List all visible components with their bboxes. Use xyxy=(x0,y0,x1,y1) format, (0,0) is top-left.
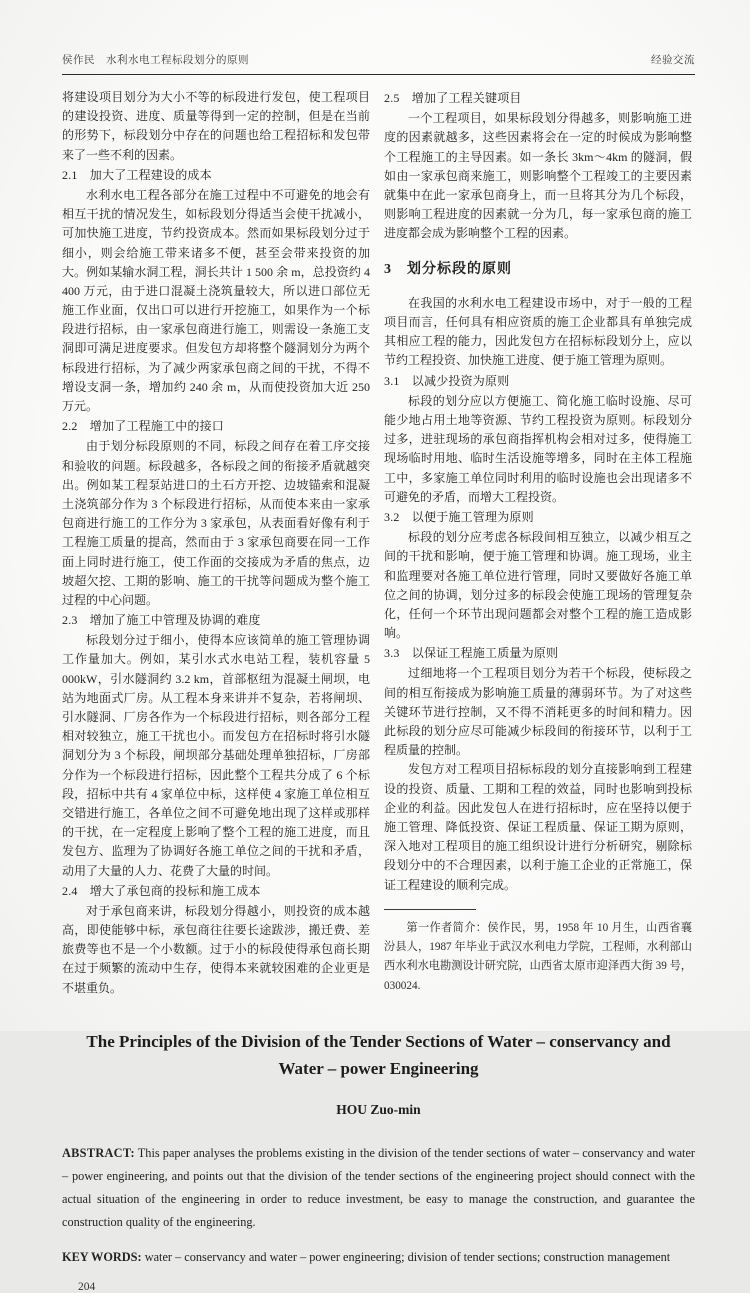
keywords-label: KEY WORDS: xyxy=(62,1249,142,1264)
author-bio: 第一作者简介：侯作民，男，1958 年 10 月生，山西省襄汾县人，1987 年毕业于武汉水利电力学院，工程师，水利部山西水利水电勘测设计研究院，山西省太原市迎泽西大街 39 号，030024. xyxy=(384,921,692,992)
paragraph-3-3: 过细地将一个工程项目划分为若干个标段，使标段之间的相互衔接成为影响施工质量的薄弱环节。为了对这些关键环节进行控制，又不得不消耗更多的时间和精力。因此标段的划分应尽可能减少标段间的衔接环节，以利于工程质量的控制。 xyxy=(384,666,692,758)
running-head-right: 经验交流 xyxy=(651,55,695,66)
abstract-paragraph xyxy=(62,1142,695,1233)
running-head xyxy=(62,52,695,75)
section-heading-3: 3 划分标段的原则 xyxy=(384,261,512,277)
paragraph-2-1: 水利水电工程各部分在施工过程中不可避免的地会有相互干扰的情况发生，如标段划分得适当会使干扰减小，可加快施工进度，节约投资成本。然而如果标段划分过于细小，则会给施工带来诸多不便，甚至会带来投资的加大。例如某输水洞工程，洞长共计 1 500 余 m，总投资约 4 400 万元，由于进口混凝土浇筑量较大，所以进口部位无施工作业面，仅出口可以进行开挖施工，如果作为一个标段进行招标，由一家承包商进行施工，则需设一条施工支洞即可满足进度要求。但发包方却将整个隧洞划分为两个标段进行招标，为了减少两家承包商之间的干扰，不得不增设支洞一条，增加约 240 余 m，从而使投资加大近 250 万元。 xyxy=(62,187,370,413)
paragraph-intro-continuation: 将建设项目划分为大小不等的标段进行发包，使工程项目的建设投资、进度、质量等得到一定的控制，但是在当前的形势下，标段划分中存在的问题也给工程招标和发包带来了一些不利的因素。 xyxy=(62,90,370,162)
english-title: The Principles of the Division of the Tender Sections of Water – conservancy and Water – power Engineering xyxy=(86,1031,671,1078)
paragraph-3-1: 标段的划分应以方便施工、简化施工临时设施、尽可能少地占用土地等资源、节约工程投资为原则。标段划分过多，进驻现场的承包商指挥机构会相对过多，使得施工现场临时用地、临时生活设施等增多，同时在主体工程施工中，多家施工单位同时利用的临时设施也会出现诸多不可避免的矛盾，而增大工程投资。 xyxy=(384,393,692,504)
right-column xyxy=(384,88,692,998)
paragraph-2-4: 对于承包商来讲，标段划分得越小，则投资的成本越高，即使能够中标，承包商往往要长途跋涉，搬迁费、差旅费等也不是一个小数额。过于小的标段使得承包商长期在过于频繁的流动中生存，使得本来就较困难的企业更是不堪重负。 xyxy=(62,903,370,995)
keywords-text: water – conservancy and water – power engineering; division of tender sections; construction management xyxy=(144,1249,671,1264)
author-bio-divider xyxy=(384,909,476,910)
subheading-2-3: 2.3 增加了施工中管理及协调的难度 xyxy=(62,613,261,628)
subheading-3-2: 3.2 以便于施工管理为原则 xyxy=(384,509,534,524)
paragraph-3: 在我国的水利水电工程建设市场中，对于一般的工程项目而言，任何具有相应资质的施工企业都具有单独完成其相应工程的能力，因此发包方在招标标段划分上，应以节约工程投资、加快施工进度、便于施工管理为原则。 xyxy=(384,295,692,368)
page-number: 204 xyxy=(78,1281,96,1293)
paragraph-3-2: 标段的划分应考虑各标段间相互独立，以减少相互之间的干扰和影响，便于施工管理和协调。施工现场，业主和监理要对各施工单位进行管理，同时又要做好各施工单位之间的协调，划分过多的标段会使施工现场的管理复杂化，任何一个环节出现问题都会对整个工程的施工造成影响。 xyxy=(384,530,692,641)
subheading-3-3: 3.3 以保证工程施工质量为原则 xyxy=(384,646,559,661)
two-column-body xyxy=(62,88,695,998)
abstract-label: ABSTRACT: xyxy=(62,1146,135,1161)
keywords-paragraph xyxy=(62,1246,695,1269)
paragraph-2-5: 一个工程项目，如果标段划分得越多，则影响施工进度的因素就越多，这些因素将会在一定的时候成为影响整个工程施工的主导因素。如一条长 3km～4km 的隧洞，假如由一家承包商来施工，则影响整个工程竣工的主要因素就集中在此一家承包商身上，而一旦将其分为几个标段，则影响工程进度的因素就一分为几，每一家承包商的施工进度都会成为影响整个工程的因素。 xyxy=(384,111,692,241)
paragraph-2-2: 由于划分标段原则的不同，标段之间存在着工序交接和验收的问题。标段越多，各标段之间的衔接矛盾就越突出。例如某工程泵站进口的土石方开挖、边坡锚索和混凝土浇筑部分作为 3 个标段进行招标，从而使本来由一家承包商进行施工的工作分为 3 家承包，从表面看好像有利于工程施工质量的提高，然而由于 3 家承包商要在同一工作面上同时进行施工，使工作面的交接成为矛盾的焦点，边坡超欠挖、工期的影响、施工的干扰等问题成为整个施工过程的中心问题。 xyxy=(62,439,370,607)
subheading-2-1: 2.1 加大了工程建设的成本 xyxy=(62,167,212,182)
abstract-text: This paper analyses the problems existing in the division of the tender sections of water – conservancy and water – power engineering, and points out that the division of the tender sections of the engineering project should connect with the actual situation of the engineering in order to reduce investment, be easy to manage the construction, and guarantee the construction quality of the engineering. xyxy=(62,1146,695,1229)
subheading-3-1: 3.1 以减少投资为原则 xyxy=(384,373,510,388)
paragraph-2-3: 标段划分过于细小，使得本应该简单的施工管理协调工作量加大。例如，某引水式水电站工程，装机容量 5 000kW，引水隧洞约 3.2 km，首部枢纽为混凝土闸坝，电站为地面式厂房。从工程本身来讲并不复杂，若将闸坝、引水隧洞、厂房各作为一个标段进行招标，则各部分工程相对较独立，施工干扰也小。而发包方在招标时将引水隧洞划分为 3 个标段，闸坝部分基础处理单独招标，厂房部分作为一个标段进行招标，因此整个工程共分成了 6 个标段，招标中共有 4 家单位中标，这样使 4 家施工单位相互交错进行施工，各单位之间不可避免地出现了这样或那样的干扰，在一定程度上影响了整个工程的施工进度，而且发包方、监理为了协调好各施工单位之间的干扰和矛盾，动用了大量的人力、花费了大量的时间。 xyxy=(62,633,370,878)
paragraph-closing: 发包方对工程项目招标标段的划分直接影响到工程建设的投资、质量、工期和工程的效益，同时也影响到投标企业的利益。因此发包人在进行招标时，应在坚持以便于施工管理、降低投资、保证工程质量、保证工期为原则，深入地对工程项目的施工组织设计进行分析研究，剔除标段划分中的不合理因素，以利于施工企业的正常施工，保证工程建设的顺利完成。 xyxy=(384,762,692,892)
running-head-left: 侯作民 水利水电工程标段划分的原则 xyxy=(62,55,249,66)
subheading-2-5: 2.5 增加了工程关键项目 xyxy=(384,91,522,105)
subheading-2-4: 2.4 增大了承包商的投标和施工成本 xyxy=(62,883,261,898)
subheading-2-2: 2.2 增加了工程施工中的接口 xyxy=(62,419,225,434)
english-author: HOU Zuo-min xyxy=(336,1102,421,1118)
left-column xyxy=(62,88,370,998)
